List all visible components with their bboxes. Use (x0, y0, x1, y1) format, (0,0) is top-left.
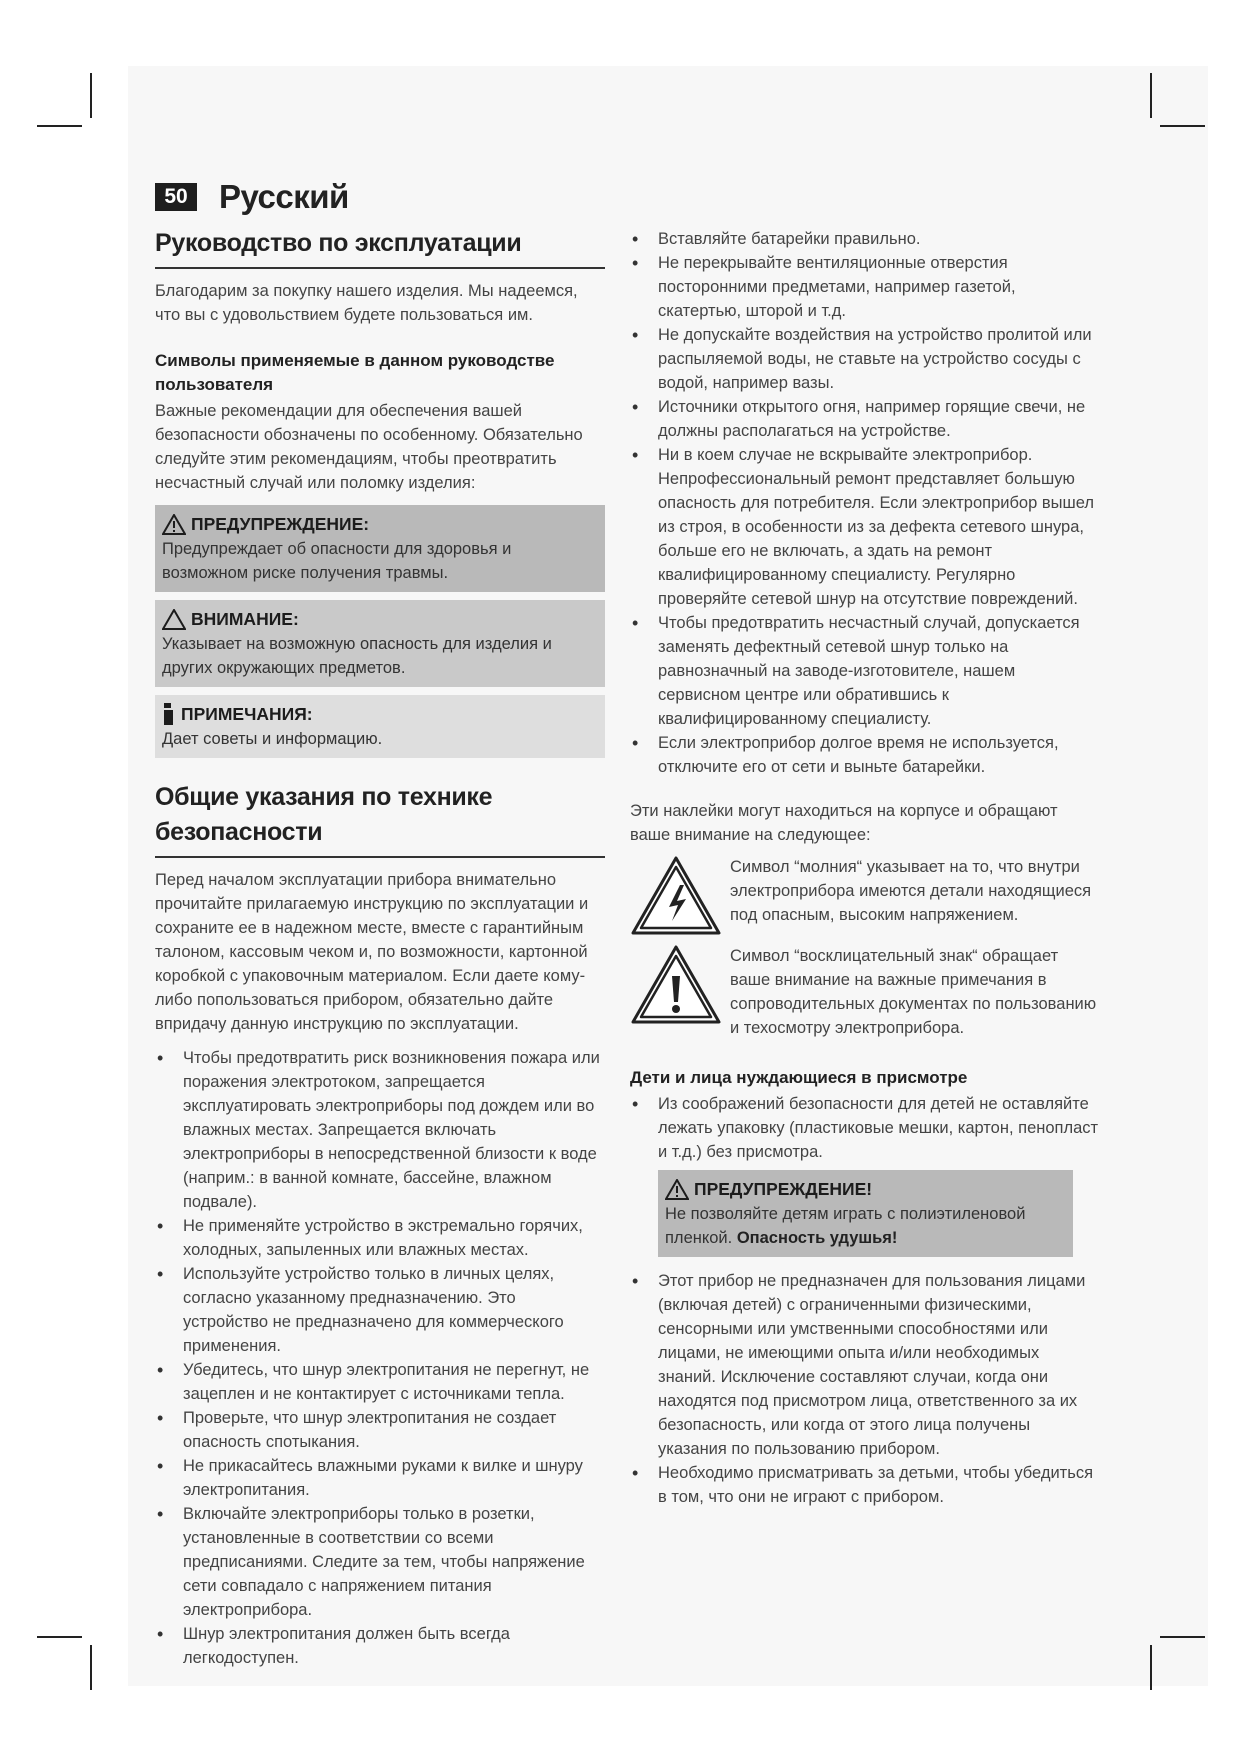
left-column (155, 226, 605, 1670)
list-item: • Включайте электроприборы только в розетки, установленные в соответствии со всеми предписаниями. Следите за тем, чтобы напряжение сети совпадало с напряжением питания электроприбора. (155, 1502, 605, 1622)
caution-text: Указывает на возможную опасность для изделия и других окружающих предметов. (162, 635, 552, 677)
safety-list-left (155, 1046, 605, 1670)
manual-title: Руководство по эксплуатации (155, 226, 605, 269)
note-notice (155, 695, 605, 758)
crop-mark (90, 1645, 92, 1690)
list-item: • Шнур электропитания должен быть всегда легкодоступен. (155, 1622, 605, 1670)
lightning-text: Символ “молния“ указывает на то, что внутри электроприбора имеются детали находящиеся под опасным, высоким напряжением. (730, 858, 1092, 924)
crop-mark (1160, 125, 1205, 127)
exclamation-text: Символ “восклицательный знак“ обращает ваше внимание на важные примечания в сопроводительных документах по пользованию и техосмотру электроприбора. (730, 947, 1097, 1037)
crop-mark (37, 1636, 82, 1638)
safety-intro: Перед началом эксплуатации прибора внимательно прочитайте прилагаемую инструкцию по эксплуатации и сохраните ее в надежном месте, вместе с гарантийным талоном, кассовым чеком и, по возможности, картонной коробкой с упаковочным материалом. Если даете кому-либо попользоваться прибором, обязательно дайте впридачу данную инструкцию по эксплуатации. (155, 871, 589, 1033)
children-heading: Дети и лица нуждающиеся в присмотре (630, 1068, 968, 1087)
list-item: • Вставляйте батарейки правильно. (630, 227, 1100, 251)
crop-mark (1150, 1645, 1152, 1690)
caution-notice (155, 600, 605, 687)
caution-triangle-icon (162, 609, 186, 630)
stickers-intro: Эти наклейки могут находиться на корпусе и обращают ваше внимание на следующее: (630, 802, 1058, 844)
page-header (155, 178, 349, 216)
warning-title: ПРЕДУПРЕЖДЕНИЕ: (191, 514, 370, 534)
list-item: • Не перекрывайте вентиляционные отверстия посторонними предметами, например газетой, скатертью, шторой и т.д. (630, 251, 1100, 323)
right-column (630, 227, 1100, 1509)
list-item: • Не допускайте воздействия на устройство пролитой или распыляемой воды, не ставьте на устройство сосуды с водой, например вазы. (630, 323, 1100, 395)
exclamation-sticker (630, 944, 1100, 1040)
list-item: • Источники открытого огня, например горящие свечи, не должны располагаться на устройстве. (630, 395, 1100, 443)
crop-mark (90, 73, 92, 118)
manual-intro: Благодарим за покупку нашего изделия. Мы надеемся, что вы с удовольствием будете пользоваться им. (155, 282, 578, 324)
list-item: • Используйте устройство только в личных целях, согласно указанному предназначению. Это устройство не предназначено для коммерческого применения. (155, 1262, 605, 1358)
crop-mark (1160, 1636, 1205, 1638)
list-item: • Не прикасайтесь влажными руками к вилке и шнуру электропитания. (155, 1454, 605, 1502)
list-item: • Чтобы предотвратить риск возникновения пожара или поражения электротоком, запрещается эксплуатировать электроприборы под дождем или во влажных местах. Запрещается включать электроприборы в непосредственной близости к воде (наприм.: в ванной комнате, бассейне, влажном подвале). (155, 1046, 605, 1214)
list-item: • Если электроприбор долгое время не используется, отключите его от сети и выньте батарейки. (630, 731, 1100, 779)
symbols-heading: Символы применяемые в данном руководстве пользователя (155, 351, 555, 394)
children-warning-text: Не позволяйте детям играть с полиэтиленовой пленкой. (665, 1205, 1026, 1247)
list-item: • Не применяйте устройство в экстремально горячих, холодных, запыленных или влажных местах. (155, 1214, 605, 1262)
safety-list-right (630, 227, 1100, 779)
note-text: Дает советы и информацию. (162, 730, 383, 748)
children-warning-title: ПРЕДУПРЕЖДЕНИЕ! (694, 1179, 873, 1199)
safety-title: Общие указания по технике безопасности (155, 780, 605, 858)
warning-triangle-icon (665, 1179, 689, 1200)
children-list-1 (630, 1092, 1100, 1164)
exclamation-warning-icon (630, 944, 722, 1026)
crop-mark (1150, 73, 1152, 118)
warning-notice (155, 505, 605, 592)
list-item: • Ни в коем случае не вскрывайте электроприбор. Непрофессиональный ремонт представляет большую опасность для потребителя. Если электроприбор вышел из строя, в особенности из за дефекта сетевого шнура, больше его не включать, а здать на ремонт квалифицированному специалисту. Регулярно проверяйте сетевой шнур на отсутствие повреждений. (630, 443, 1100, 611)
lightning-sticker (630, 855, 1100, 942)
lightning-warning-icon (630, 855, 722, 937)
list-item: • Чтобы предотвратить несчастный случай, допускается заменять дефектный сетевой шнур только на равнозначный на заводе-изготовителе, нашем сервисном центре или обратившись к квалифицированному специалисту. (630, 611, 1100, 731)
crop-mark (37, 125, 82, 127)
list-item: • Проверьте, что шнур электропитания не создает опасность спотыкания. (155, 1406, 605, 1454)
info-icon (162, 703, 176, 725)
page-language: Русский (219, 178, 349, 215)
children-warning-strong: Опасность удушья! (736, 1229, 898, 1247)
warning-triangle-icon (162, 514, 186, 535)
symbols-text: Важные рекомендации для обеспечения вашей безопасности обозначены по особенному. Обязательно следуйте этим рекомендациям, чтобы преотвратить несчастный случай или поломку изделия: (155, 402, 583, 492)
children-warning (658, 1170, 1073, 1257)
list-item: • Этот прибор не предназначен для пользования лицами (включая детей) с ограниченными физическими, сенсорными или умственными способностями или лицами, не имеющими опыта и/или необходимых знаний. Исключение составляют случаи, когда они находятся под присмотром лица, ответственного за их безопасность, или когда от этого лица получены указания по пользованию прибором. (630, 1269, 1100, 1461)
note-title: ПРИМЕЧАНИЯ: (181, 704, 313, 724)
warning-text: Предупреждает об опасности для здоровья и возможном риске получения травмы. (162, 540, 512, 582)
page-number: 50 (155, 183, 197, 211)
list-item: • Убедитесь, что шнур электропитания не перегнут, не зацеплен и не контактирует с источниками тепла. (155, 1358, 605, 1406)
caution-title: ВНИМАНИЕ: (191, 609, 299, 629)
children-list-2 (630, 1269, 1100, 1509)
list-item: • Необходимо присматривать за детьми, чтобы убедиться в том, что они не играют с прибором. (630, 1461, 1100, 1509)
list-item: • Из соображений безопасности для детей не оставляйте лежать упаковку (пластиковые мешки, картон, пенопласт и т.д.) без присмотра. (630, 1092, 1100, 1164)
